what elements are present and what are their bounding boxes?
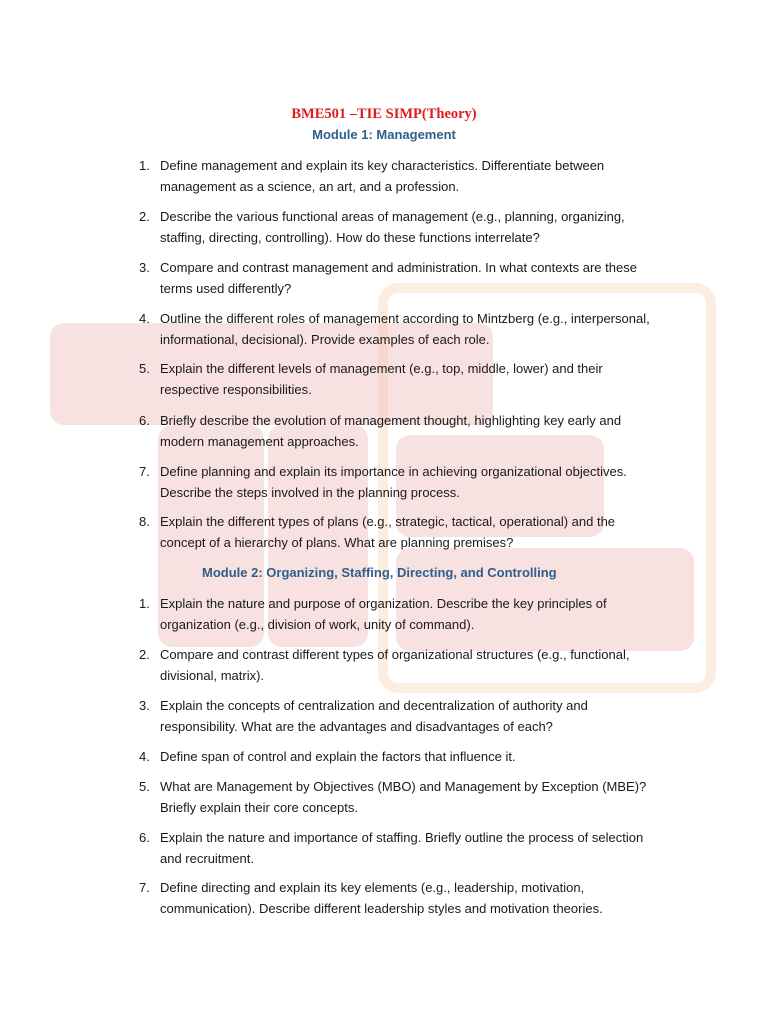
document-title: BME501 –TIE SIMP(Theory) bbox=[291, 106, 477, 122]
module-2-heading: Module 2: Organizing, Staffing, Directing, and Controlling bbox=[202, 565, 557, 580]
module-1-heading: Module 1: Management bbox=[312, 127, 456, 142]
